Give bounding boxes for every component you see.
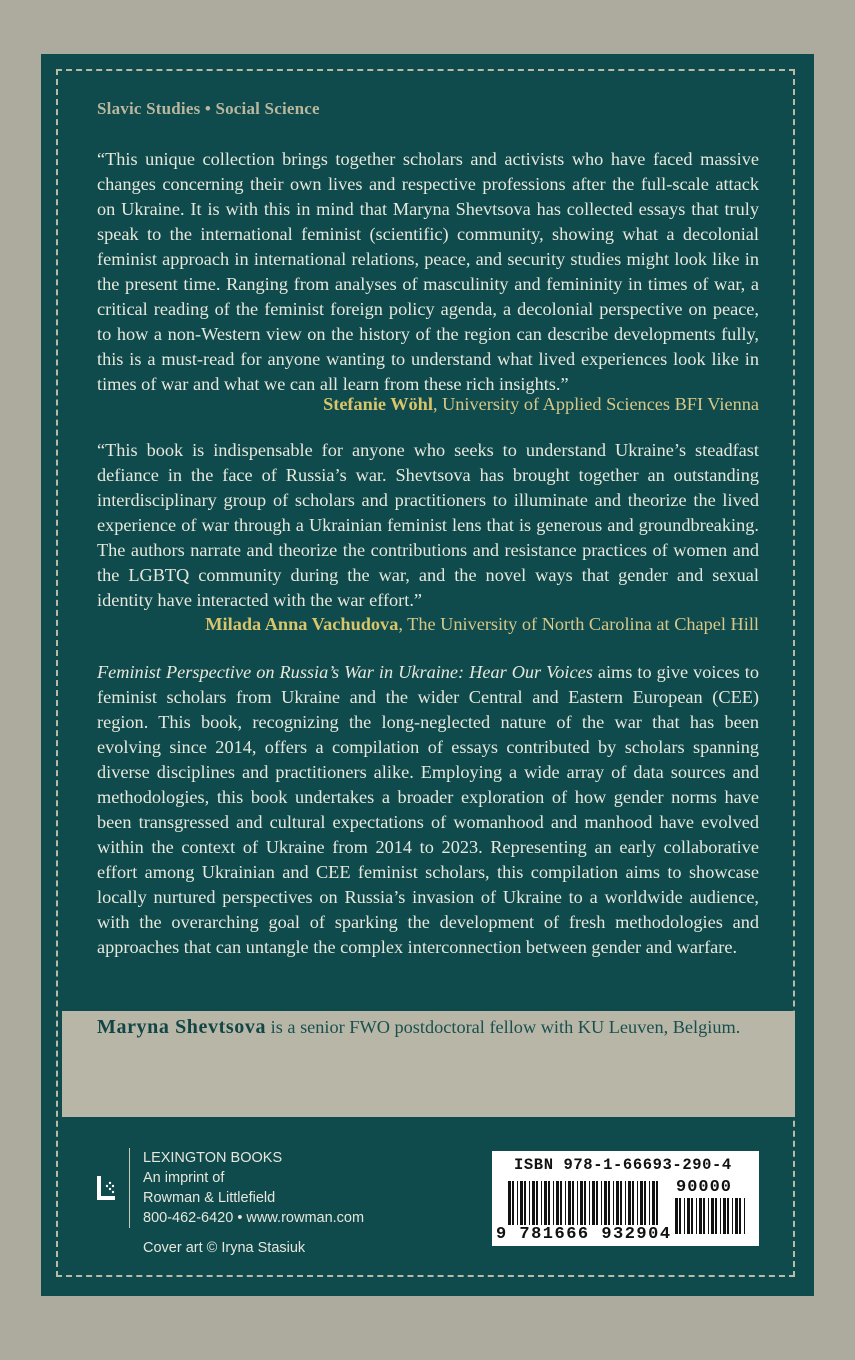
- barcode-digits: 9 781666 932904: [496, 1225, 672, 1244]
- cover-art-credit: Cover art © Iryna Stasiuk: [143, 1240, 306, 1256]
- isbn-label: ISBN 978-1-66693-290-4: [514, 1156, 732, 1174]
- price-barcode-bars: [675, 1198, 749, 1234]
- author-name: Maryna Shevtsova: [97, 1016, 267, 1038]
- lexington-logo-icon: [95, 1174, 117, 1204]
- price-code: 90000: [676, 1178, 733, 1197]
- publisher-contact: 800-462-6420 • www.rowman.com: [143, 1210, 365, 1226]
- author-bio: [97, 1015, 759, 1040]
- barcode-bars: [508, 1181, 660, 1225]
- endorser-name: Milada Anna Vachudova: [205, 614, 399, 634]
- endorser-affiliation: , The University of North Carolina at Chapel Hill: [398, 614, 759, 634]
- endorsement-quote: “This book is indispensable for anyone who seeks to understand Ukraine’s steadfast defiance in the face of Russia’s war. Shevtsova has brought together an outstanding interdisciplinary group of scholars and practitioners to illuminate and theorize the lived experience of war through a Ukrainian feminist lens that is generous and groundbreaking. The authors narrate and theorize the contributions and resistance practices of women and the LGBTQ community during the war, and the novel ways that gender and sexual identity have interacted with the war effort.”: [97, 440, 759, 610]
- publisher-divider: [129, 1148, 130, 1228]
- book-title: Feminist Perspective on Russia’s War in Ukraine: Hear Our Voices: [97, 662, 593, 682]
- endorsement-attribution: [59, 612, 759, 637]
- book-description: [97, 660, 759, 960]
- publisher-block: [143, 1148, 364, 1228]
- endorser-affiliation: , University of Applied Sciences BFI Vienna: [432, 394, 759, 414]
- endorsement-quote: “This unique collection brings together scholars and activists who have faced massive changes concerning their own lives and respective professions after the full-scale attack on Ukraine. It is with this in mind that Maryna Shevtsova has collected essays that truly speak to the international feminist (scientific) community, showing what a decolonial feminist approach in international relations, peace, and security studies might look like in the present time. Ranging from analyses of masculinity and femininity in times of war, a critical reading of the feminist foreign policy agenda, a decolonial perspective on peace, to how a non-Western view on the history of the region can describe developments fully, this is a must-read for anyone wanting to understand what lived experiences look like in times of war and what we can all learn from these rich insights.”: [97, 149, 759, 394]
- endorsement-attribution: [59, 392, 759, 417]
- description-body: aims to give voices to feminist scholars from Ukraine and the wider Central and Eastern European (CEE) region. This book, recognizing the long-neglected nature of the war that has been evolving since 2014, offers a compilation of essays contributed by scholars spanning diverse disciplines and practitioners alike. Employing a wide array of data sources and methodologies, this book undertakes a broader exploration of how gender norms have been transgressed and cultural expectations of womanhood and manhood have evolved within the context of Ukraine from 2014 to 2023. Representing an early collaborative effort among Ukrainian and CEE feminist scholars, this compilation aims to showcase locally nurtured perspectives on Russia’s invasion of Ukraine to a worldwide audience, with the overarching goal of sparking the development of fresh methodologies and approaches that can untangle the complex interconnection between gender and warfare.: [97, 662, 759, 957]
- endorser-name: Stefanie Wöhl: [323, 394, 433, 414]
- author-bio-text: is a senior FWO postdoctoral fellow with KU Leuven, Belgium.: [266, 1017, 741, 1037]
- publisher-name: LEXINGTON BOOKS: [143, 1150, 283, 1166]
- publisher-parent: Rowman & Littlefield: [143, 1190, 276, 1206]
- subject-category: Slavic Studies • Social Science: [97, 99, 320, 118]
- publisher-imprint-line: An imprint of: [143, 1170, 225, 1186]
